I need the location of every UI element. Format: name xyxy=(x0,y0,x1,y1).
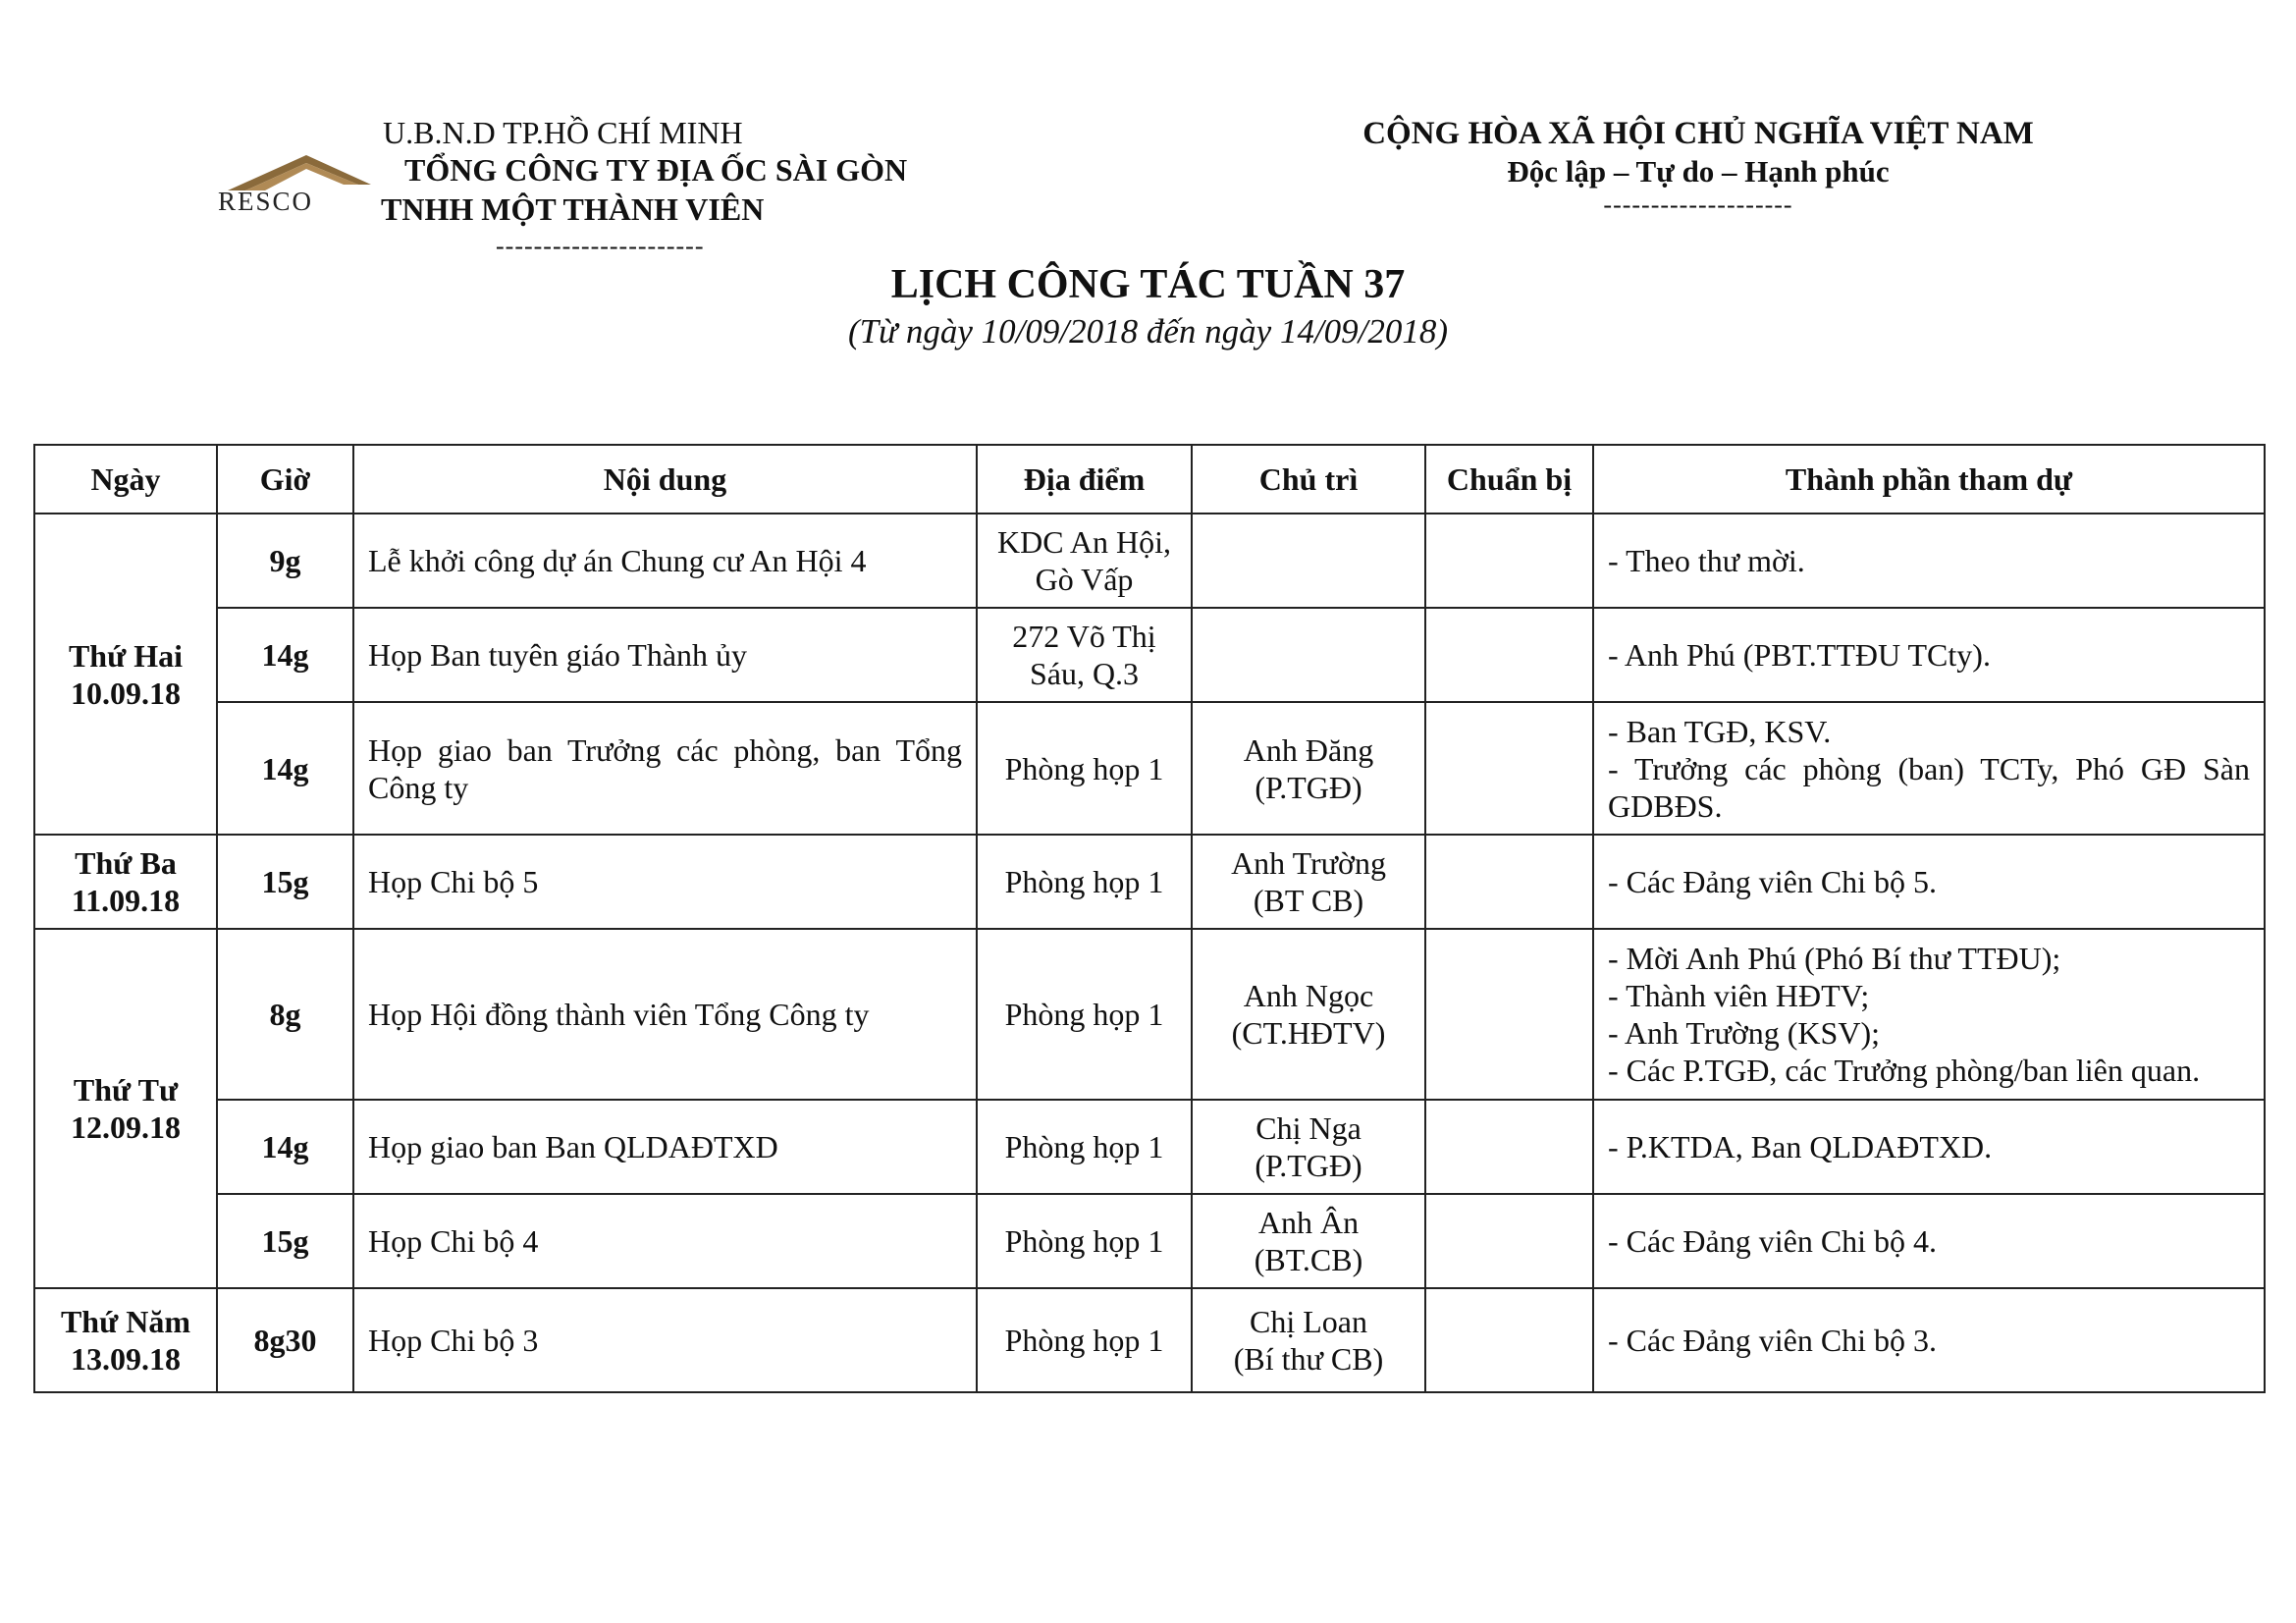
weekday: Thứ Tư xyxy=(73,1072,179,1108)
time-cell: 14g xyxy=(217,1100,353,1194)
host-cell xyxy=(1192,514,1425,608)
attendees-cell-line: - Thành viên HĐTV; xyxy=(1608,978,1870,1013)
time-cell: 9g xyxy=(217,514,353,608)
table-header-row xyxy=(34,445,2265,514)
prep-cell xyxy=(1425,1194,1593,1288)
table-row xyxy=(34,608,2265,702)
column-header: Ngày xyxy=(34,445,217,514)
host-cell xyxy=(1192,702,1425,835)
date: 10.09.18 xyxy=(71,675,181,711)
place-cell xyxy=(977,608,1192,702)
table-row xyxy=(34,929,2265,1100)
city-committee-line: U.B.N.D TP.HỒ CHÍ MINH xyxy=(383,115,743,150)
place-cell xyxy=(977,1288,1192,1392)
place-cell xyxy=(977,702,1192,835)
place-cell-line: Phòng họp 1 xyxy=(1004,750,1164,786)
place-cell-line: Phòng họp 1 xyxy=(1004,1129,1164,1164)
attendees-cell xyxy=(1593,1288,2265,1392)
column-header: Chủ trì xyxy=(1192,445,1425,514)
attendees-cell-line: - Anh Phú (PBT.TTĐU TCty). xyxy=(1608,637,1991,673)
host-cell xyxy=(1192,1288,1425,1392)
host-cell xyxy=(1192,929,1425,1100)
document-title: LỊCH CÔNG TÁC TUẦN 37 xyxy=(890,262,1406,307)
day-cell xyxy=(34,514,217,835)
resco-logo xyxy=(216,134,383,212)
content-cell: Lễ khởi công dự án Chung cư An Hội 4 xyxy=(353,514,977,608)
host-cell-line: Anh Đăng xyxy=(1243,731,1374,768)
host-cell-line: Chị Nga xyxy=(1255,1110,1362,1146)
host-cell-line: (P.TGĐ) xyxy=(1255,1148,1362,1183)
place-cell-line: Phòng họp 1 xyxy=(1004,1223,1164,1259)
host-cell-line: (BT.CB) xyxy=(1254,1242,1363,1277)
company-name-line: TỔNG CÔNG TY ĐỊA ỐC SÀI GÒN xyxy=(404,152,908,188)
host-cell xyxy=(1192,1194,1425,1288)
left-divider: ---------------------- xyxy=(496,232,705,260)
column-header: Nội dung xyxy=(353,445,977,514)
attendees-cell-line: - Anh Trường (KSV); xyxy=(1608,1015,1880,1051)
attendees-cell-line: - Các Đảng viên Chi bộ 5. xyxy=(1608,864,1938,899)
host-cell xyxy=(1192,608,1425,702)
host-cell-line: (P.TGĐ) xyxy=(1255,769,1362,805)
place-cell xyxy=(977,929,1192,1100)
place-cell-line: Gò Vấp xyxy=(1035,562,1134,597)
table-row xyxy=(34,514,2265,608)
place-cell xyxy=(977,1194,1192,1288)
attendees-cell-line: - Các P.TGĐ, các Trưởng phòng/ban liên quan. xyxy=(1608,1053,2201,1088)
time-cell: 8g30 xyxy=(217,1288,353,1392)
attendees-cell xyxy=(1593,1194,2265,1288)
host-cell xyxy=(1192,1100,1425,1194)
prep-cell xyxy=(1425,835,1593,929)
place-cell-line: Sáu, Q.3 xyxy=(1029,656,1140,691)
weekday: Thứ Năm xyxy=(60,1304,191,1339)
attendees-cell-line: - Mời Anh Phú (Phó Bí thư TTĐU); xyxy=(1608,941,2061,976)
column-header: Chuẩn bị xyxy=(1425,445,1593,514)
table-row xyxy=(34,1194,2265,1288)
day-cell xyxy=(34,929,217,1288)
content-cell: Họp Chi bộ 4 xyxy=(353,1194,977,1288)
right-divider: -------------------- xyxy=(1603,190,1793,219)
place-cell-line: 272 Võ Thị xyxy=(1012,619,1156,654)
place-cell-line: Phòng họp 1 xyxy=(1004,1323,1164,1358)
weekday: Thứ Ba xyxy=(75,845,177,881)
column-header: Giờ xyxy=(217,445,353,514)
content-cell: Họp giao ban Trưởng các phòng, ban Tổng Công ty xyxy=(353,702,977,835)
table-row xyxy=(34,1288,2265,1392)
national-header xyxy=(1276,114,2120,220)
time-cell: 8g xyxy=(217,929,353,1100)
day-cell xyxy=(34,835,217,929)
place-cell xyxy=(977,514,1192,608)
attendees-cell xyxy=(1593,1100,2265,1194)
prep-cell xyxy=(1425,608,1593,702)
host-cell-line: (Bí thư CB) xyxy=(1233,1341,1384,1377)
table-row xyxy=(34,1100,2265,1194)
host-cell-line: (CT.HĐTV) xyxy=(1231,1015,1386,1051)
place-cell-line: Phòng họp 1 xyxy=(1004,997,1164,1032)
attendees-cell xyxy=(1593,608,2265,702)
prep-cell xyxy=(1425,514,1593,608)
attendees-cell xyxy=(1593,514,2265,608)
time-cell: 14g xyxy=(217,608,353,702)
national-motto: Độc lập – Tự do – Hạnh phúc xyxy=(1507,154,1890,189)
place-cell-line: Phòng họp 1 xyxy=(1004,864,1164,899)
content-cell: Họp Ban tuyên giáo Thành ủy xyxy=(353,608,977,702)
attendees-cell-line: - Các Đảng viên Chi bộ 4. xyxy=(1608,1223,1938,1259)
time-cell: 15g xyxy=(217,1194,353,1288)
host-cell-line: Anh Trường xyxy=(1231,845,1386,881)
column-header: Thành phần tham dự xyxy=(1593,445,2265,514)
time-cell: 15g xyxy=(217,835,353,929)
column-header: Địa điểm xyxy=(977,445,1192,514)
content-cell: Họp giao ban Ban QLDAĐTXD xyxy=(353,1100,977,1194)
date: 12.09.18 xyxy=(71,1109,181,1145)
day-cell xyxy=(34,1288,217,1392)
content-cell: Họp Hội đồng thành viên Tổng Công ty xyxy=(353,929,977,1100)
document-subtitle: (Từ ngày 10/09/2018 đến ngày 14/09/2018) xyxy=(847,312,1449,351)
attendees-cell-line: - Theo thư mời. xyxy=(1608,543,1805,578)
attendees-cell xyxy=(1593,835,2265,929)
host-cell-line: Chị Loan xyxy=(1250,1304,1367,1339)
date: 13.09.18 xyxy=(71,1341,181,1377)
host-cell-line: Anh Ân xyxy=(1257,1205,1360,1240)
content-cell: Họp Chi bộ 3 xyxy=(353,1288,977,1392)
table-body xyxy=(34,514,2265,1392)
place-cell-line: KDC An Hội, xyxy=(997,524,1171,560)
company-type-line: TNHH MỘT THÀNH VIÊN xyxy=(381,191,765,227)
svg-text:RESCO: RESCO xyxy=(218,187,314,212)
attendees-cell-line: - P.KTDA, Ban QLDAĐTXD. xyxy=(1608,1129,1993,1164)
prep-cell xyxy=(1425,929,1593,1100)
host-cell xyxy=(1192,835,1425,929)
national-title: CỘNG HÒA XÃ HỘI CHỦ NGHĨA VIỆT NAM xyxy=(1362,116,2034,151)
prep-cell xyxy=(1425,702,1593,835)
place-cell xyxy=(977,1100,1192,1194)
place-cell xyxy=(977,835,1192,929)
table-row xyxy=(34,702,2265,835)
date: 11.09.18 xyxy=(71,883,181,918)
host-cell-line: Anh Ngọc xyxy=(1243,978,1374,1013)
attendees-cell-line: - Trưởng các phòng (ban) TCTy, Phó GĐ Sàn GDBĐS. xyxy=(1608,750,2250,824)
schedule-table xyxy=(33,444,2266,1393)
time-cell: 14g xyxy=(217,702,353,835)
weekday: Thứ Hai xyxy=(68,637,184,674)
table-row xyxy=(34,835,2265,929)
attendees-cell xyxy=(1593,702,2265,835)
host-cell-line: (BT CB) xyxy=(1253,883,1364,918)
prep-cell xyxy=(1425,1288,1593,1392)
attendees-cell-line: - Ban TGĐ, KSV. xyxy=(1608,713,1832,749)
attendees-cell xyxy=(1593,929,2265,1100)
content-cell: Họp Chi bộ 5 xyxy=(353,835,977,929)
prep-cell xyxy=(1425,1100,1593,1194)
attendees-cell-line: - Các Đảng viên Chi bộ 3. xyxy=(1608,1323,1938,1358)
